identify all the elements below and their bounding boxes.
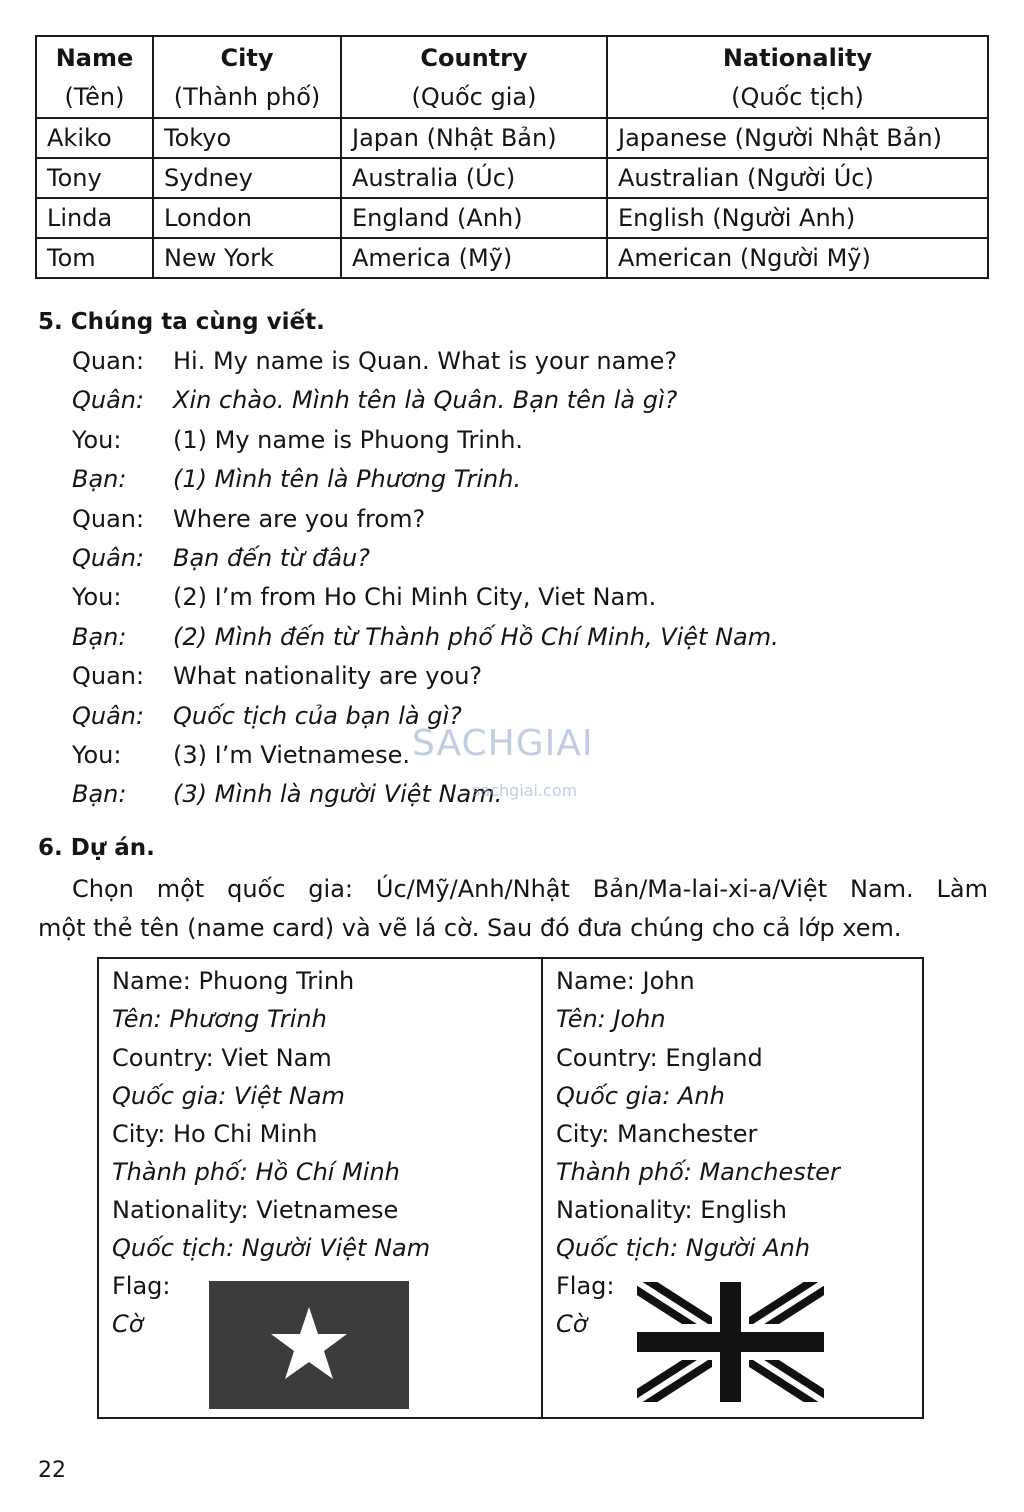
table-cell: Linda [36, 198, 153, 238]
speaker: Quân: [72, 701, 145, 730]
project-instructions [38, 870, 988, 948]
table-row [36, 158, 988, 198]
table-cell: Tom [36, 238, 153, 278]
header-nationality: Nationality (Quốc tịch) [607, 36, 988, 118]
utterance: (1) My name is Phuong Trinh. [173, 425, 524, 454]
table-cell: English (Người Anh) [607, 198, 988, 238]
utterance: (2) I’m from Ho Chi Minh City, Viet Nam. [173, 583, 657, 612]
watermark-url: sachgiai.com [472, 781, 578, 800]
watermark [412, 715, 612, 805]
card-quoctich: Quốc tịch: Người Việt Nam [112, 1234, 431, 1262]
dialogue-line [72, 500, 779, 539]
card-thanhpho: Thành phố: Hồ Chí Minh [112, 1158, 400, 1186]
page-number: 22 [38, 1458, 66, 1483]
card-name: Name: Phuong Trinh [112, 967, 355, 995]
dialogue-line [72, 539, 779, 578]
name-card-right [543, 959, 924, 1417]
vietnam-flag [209, 1281, 409, 1409]
card-quocgia: Quốc gia: Việt Nam [112, 1082, 345, 1110]
utterance: Quốc tịch của bạn là gì? [173, 701, 462, 730]
card-city: City: Ho Chi Minh [112, 1120, 318, 1148]
speaker: Quan: [72, 504, 145, 533]
utterance: (2) Mình đến từ Thành phố Hồ Chí Minh, Việt Nam. [173, 622, 779, 651]
table-cell: America (Mỹ) [341, 238, 607, 278]
card-flag-label: Flag: [112, 1272, 171, 1300]
speaker: Quan: [72, 662, 145, 691]
table-cell: London [153, 198, 341, 238]
dialogue-line [72, 460, 779, 499]
table-row [36, 198, 988, 238]
utterance: (3) I’m Vietnamese. [173, 740, 411, 769]
card-quocgia: Quốc gia: Anh [556, 1082, 725, 1110]
table-row [36, 118, 988, 158]
card-nationality: Nationality: English [556, 1196, 787, 1224]
card-city: City: Manchester [556, 1120, 758, 1148]
table-cell: New York [153, 238, 341, 278]
instruction-line-1: Chọn một quốc gia: Úc/Mỹ/Anh/Nhật Bản/Ma-lai-xi-a/Việt Nam. Làm [72, 875, 988, 903]
table-cell: Sydney [153, 158, 341, 198]
speaker: Quân: [72, 386, 145, 415]
nationality-table [35, 35, 989, 279]
union-jack-flag [637, 1282, 824, 1402]
table-cell: American (Người Mỹ) [607, 238, 988, 278]
card-name: Name: John [556, 967, 695, 995]
header-country: Country (Quốc gia) [341, 36, 607, 118]
section-5-title: 5. Chúng ta cùng viết. [38, 309, 325, 335]
utterance: Xin chào. Mình tên là Quân. Bạn tên là gì? [173, 386, 678, 415]
table-cell: Tony [36, 158, 153, 198]
dialogue-line [72, 657, 779, 696]
watermark-logo: SACHGIAI [412, 723, 594, 764]
speaker: You: [72, 425, 122, 454]
speaker: Bạn: [72, 780, 127, 809]
table-cell: Akiko [36, 118, 153, 158]
union-jack-icon [637, 1282, 824, 1402]
speaker: Bạn: [72, 622, 127, 651]
utterance: Where are you from? [173, 504, 426, 533]
utterance: (1) Mình tên là Phương Trinh. [173, 465, 522, 494]
dialogue-line [72, 381, 779, 420]
speaker: Quân: [72, 543, 145, 572]
instruction-line-2: một thẻ tên (name card) và vẽ lá cờ. Sau đó đưa chúng cho cả lớp xem. [38, 914, 902, 942]
card-co-label: Cờ [556, 1310, 588, 1338]
utterance: Bạn đến từ đâu? [173, 543, 370, 572]
table-cell: England (Anh) [341, 198, 607, 238]
table-cell: Japan (Nhật Bản) [341, 118, 607, 158]
name-cards [97, 957, 924, 1419]
header-city: City (Thành phố) [153, 36, 341, 118]
dialogue-line [72, 421, 779, 460]
card-ten: Tên: Phương Trinh [112, 1005, 327, 1033]
table-cell: Australian (Người Úc) [607, 158, 988, 198]
header-name: Name (Tên) [36, 36, 153, 118]
speaker: You: [72, 740, 122, 769]
table-row [36, 238, 988, 278]
card-country: Country: England [556, 1044, 763, 1072]
table-cell: Australia (Úc) [341, 158, 607, 198]
card-country: Country: Viet Nam [112, 1044, 332, 1072]
card-quoctich: Quốc tịch: Người Anh [556, 1234, 811, 1262]
card-flag-label: Flag: [556, 1272, 615, 1300]
utterance: (3) Mình là người Việt Nam. [173, 780, 503, 809]
table-cell: Japanese (Người Nhật Bản) [607, 118, 988, 158]
speaker: Quan: [72, 347, 145, 375]
table-cell: Tokyo [153, 118, 341, 158]
card-nationality: Nationality: Vietnamese [112, 1196, 399, 1224]
dialogue-line [72, 578, 779, 617]
star-icon [209, 1281, 409, 1409]
speaker: Bạn: [72, 465, 127, 494]
speaker: You: [72, 583, 122, 612]
dialogue-line [72, 342, 779, 381]
utterance: What nationality are you? [173, 662, 483, 691]
utterance: Hi. My name is Quan. What is your name? [173, 347, 678, 375]
card-thanhpho: Thành phố: Manchester [556, 1158, 840, 1186]
dialogue-line [72, 618, 779, 657]
table-header-row [36, 36, 988, 118]
name-card-left [99, 959, 543, 1417]
card-ten: Tên: John [556, 1005, 666, 1033]
card-co-label: Cờ [112, 1310, 144, 1338]
section-6-title: 6. Dự án. [38, 835, 155, 861]
